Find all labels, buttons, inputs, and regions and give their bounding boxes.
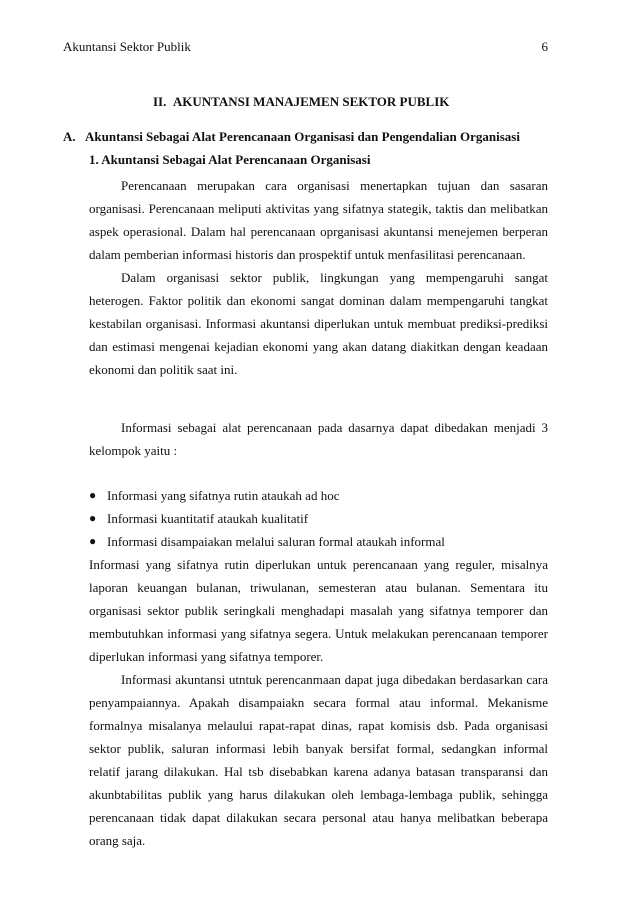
list-item <box>89 484 548 507</box>
bullet-icon: ● <box>89 534 97 548</box>
list-item <box>89 507 548 530</box>
section-heading <box>63 129 520 145</box>
paragraph: Perencanaan merupakan cara organisasi menertapkan tujuan dan sasaran organisasi. Perencanaan meliputi aktivitas yang sifatnya stategik, taktis dan melibatkan aspek operasional. Dalam hal perencanaan oprganisasi akuntansi menejemen berperan dalam pemberian informasi historis dan prospektif untuk menfasilitasi perencanaan. <box>89 178 548 262</box>
paragraph: Dalam organisasi sektor publik, lingkungan yang mempengaruhi sangat heterogen. Faktor politik dan ekonomi sangat dominan dalam mempengaruhi tangkat kestabilan organisasi. Informasi akuntansi diperlukan untuk membuat prediksi-prediksi dan estimasi mengenai kejadian ekonomi yang akan datang diakitkan dengan keadaan ekonomi dan politik saat ini. <box>89 270 548 377</box>
bullet-icon: ● <box>89 511 97 525</box>
section-label: A. <box>63 129 76 144</box>
page-header <box>63 38 548 56</box>
chapter-number: II. <box>153 94 167 109</box>
paragraph: Informasi yang sifatnya rutin diperlukan untuk perencanaan yang reguler, misalnya laporan keuangan bulanan, triwulanan, semesteran atau bulanan. Sementara itu organisasi sektor publik seringkali menghadapi masalah yang sifatnya temporer dan membutuhkan informasi yang sifatnya segera. Untuk melakukan perencanaan temporer diperlukan informasi yang sifatnya temporer. <box>89 557 548 664</box>
list-item <box>89 530 548 553</box>
page-number: 6 <box>541 39 548 54</box>
chapter-title-text: AKUNTANSI MANAJEMEN SEKTOR PUBLIK <box>172 94 450 109</box>
paragraph: Informasi akuntansi utntuk perencanmaan dapat juga dibedakan berdasarkan cara penyampaiannya. Apakah disampaiakn secara formal atau informal. Mekanisme formalnya misalanya melaului rapat-rapat dinas, rapat komisis dsb. Pada organisasi sektor publik, saluran informasi lebih banyak bersifat formal, sedangkan informal relatif jarang dilakukan. Hal tsb disebabkan karena adanya batasan transparansi dan akunbtabilitas publik yang harus dilakukan oleh lembaga-lembaga publik, sehingga perencanaan tidak dapat dilakukan secara personal atau hanya melibatkan beberapa orang saja. <box>89 672 548 848</box>
section-title: Akuntansi Sebagai Alat Perencanaan Organisasi dan Pengendalian Organisasi <box>85 129 520 144</box>
subsection-heading: 1. Akuntansi Sebagai Alat Perencanaan Organisasi <box>89 152 371 167</box>
list-item-text: Informasi yang sifatnya rutin ataukah ad hoc <box>107 488 340 503</box>
list-item-text: Informasi disampaiakan melalui saluran formal ataukah informal <box>107 534 445 549</box>
list-item-text: Informasi kuantitatif ataukah kualitatif <box>107 511 309 526</box>
paragraph: Informasi sebagai alat perencanaan pada dasarnya dapat dibedakan menjadi 3 kelompok yaitu : <box>89 420 548 458</box>
bullet-list <box>89 484 548 553</box>
body-text-block <box>89 484 548 852</box>
chapter-title <box>153 94 449 110</box>
body-text-block <box>89 416 548 462</box>
running-header-title: Akuntansi Sektor Publik <box>63 39 191 54</box>
body-text-block <box>89 174 548 381</box>
bullet-icon: ● <box>89 488 97 502</box>
